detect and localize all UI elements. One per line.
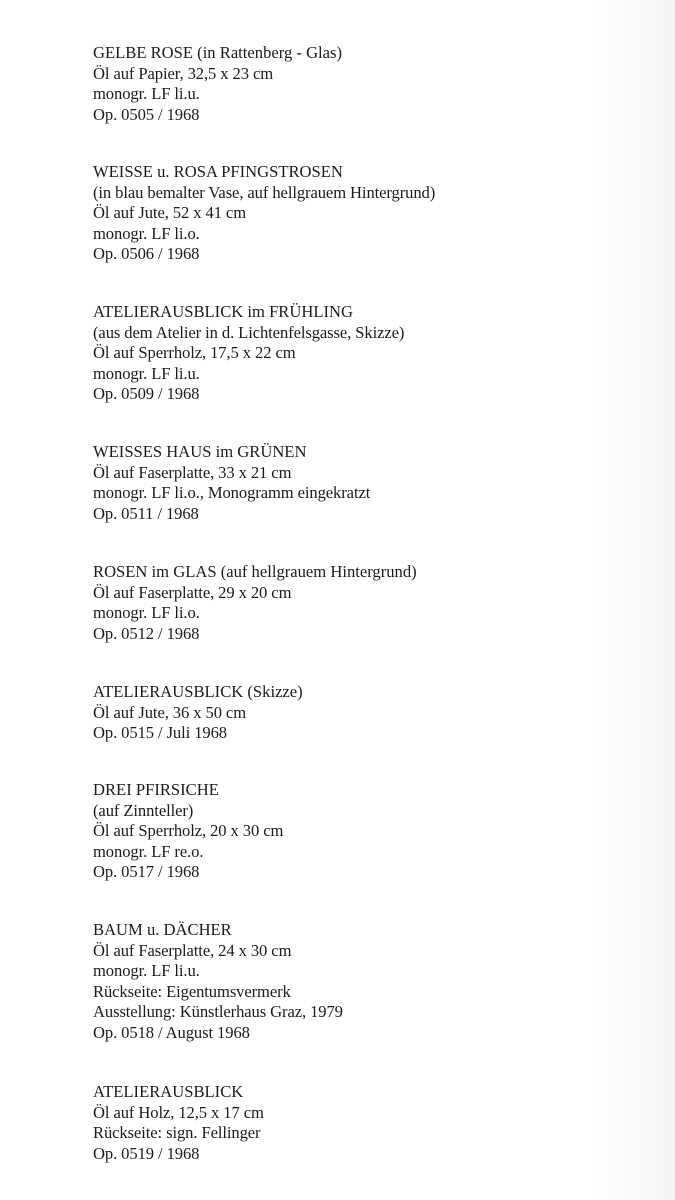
artwork-opus: Op. 0506 / 1968 [93,244,200,263]
artwork-description: (aus dem Atelier in d. Lichtenfelsgasse, Skizze) [93,322,405,342]
artwork-exhibition: Ausstellung: Künstlerhaus Graz, 1979 [93,1002,343,1021]
catalog-entry [93,780,653,883]
artwork-title: WEISSES HAUS im GRÜNEN [93,442,307,461]
artwork-signature: monogr. LF li.u. [93,961,200,980]
catalog-entry [93,442,653,524]
artwork-title: DREI PFIRSICHE [93,780,219,799]
artwork-medium: Öl auf Jute, 36 x 50 cm [93,702,247,722]
artwork-opus: Op. 0509 / 1968 [93,384,200,403]
artwork-title: WEISSE u. ROSA PFINGSTROSEN [93,162,343,181]
artwork-opus: Op. 0515 / Juli 1968 [93,723,227,742]
artwork-title: BAUM u. DÄCHER [93,920,232,939]
artwork-medium: Öl auf Sperrholz, 17,5 x 22 cm [93,343,296,362]
artwork-description: (auf Zinnteller) [93,800,194,820]
artwork-opus: Op. 0512 / 1968 [93,623,200,643]
artwork-title: ATELIERAUSBLICK im FRÜHLING [93,302,353,321]
artwork-title: GELBE ROSE (in Rattenberg - Glas) [93,43,343,62]
catalog-entry [93,1082,653,1164]
artwork-medium: Öl auf Sperrholz, 20 x 30 cm [93,821,284,840]
artwork-title: ATELIERAUSBLICK (Skizze) [93,682,303,701]
catalog-entry [93,920,653,1043]
artwork-medium: Öl auf Holz, 12,5 x 17 cm [93,1102,264,1122]
catalog-entry [93,562,653,644]
artwork-opus: Op. 0511 / 1968 [93,503,199,523]
artwork-title: ATELIERAUSBLICK [93,1082,244,1101]
catalog-entry [93,682,653,744]
artwork-signature: monogr. LF re.o. [93,841,204,861]
artwork-medium: Öl auf Papier, 32,5 x 23 cm [93,63,274,83]
artwork-provenance: Rückseite: Eigentumsvermerk [93,981,291,1001]
artwork-opus: Op. 0519 / 1968 [93,1143,200,1163]
artwork-medium: Öl auf Faserplatte, 24 x 30 cm [93,940,292,960]
artwork-signature: monogr. LF li.o. [93,603,200,622]
catalog-entry [93,43,653,125]
artwork-opus: Op. 0505 / 1968 [93,104,200,124]
catalog-entry [93,162,653,265]
artwork-signature: monogr. LF li.u. [93,84,200,103]
artwork-title: ROSEN im GLAS (auf hellgrauem Hintergrund) [93,562,417,581]
artwork-signature: monogr. LF li.u. [93,363,200,383]
artwork-medium: Öl auf Faserplatte, 33 x 21 cm [93,462,292,482]
artwork-medium: Öl auf Faserplatte, 29 x 20 cm [93,582,292,602]
artwork-opus: Op. 0518 / August 1968 [93,1022,250,1042]
artwork-medium: Öl auf Jute, 52 x 41 cm [93,203,247,222]
artwork-opus: Op. 0517 / 1968 [93,862,200,881]
artwork-provenance: Rückseite: sign. Fellinger [93,1123,261,1142]
artwork-signature: monogr. LF li.o. [93,223,200,243]
artwork-description: (in blau bemalter Vase, auf hellgrauem Hintergrund) [93,182,436,202]
catalog-entry [93,302,653,405]
artwork-signature: monogr. LF li.o., Monogramm eingekratzt [93,483,371,502]
